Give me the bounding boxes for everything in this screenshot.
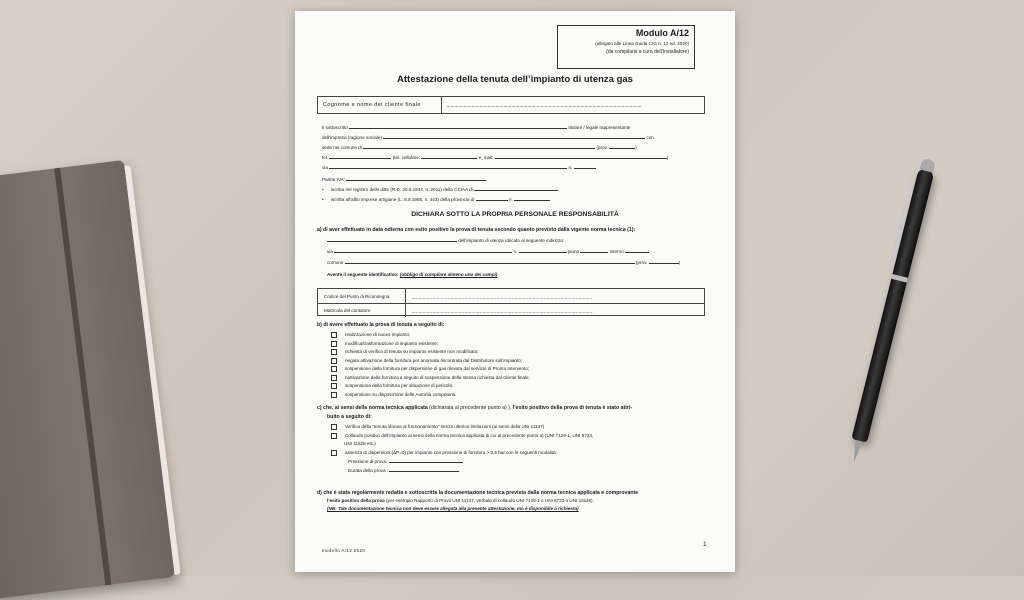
section-d-line2-normal: (per esempio Rapporto di Prova UNI 11137, Verbale di collaudo UNI 7129-1 o UNI 8723 o UNI 11528). (384, 498, 594, 503)
section-b-checkbox-8[interactable]: sospensione su disposizione delle Autorità competenti. (331, 392, 456, 398)
matricola-field[interactable]: ___________________________________________________ (412, 308, 594, 313)
notebook (0, 160, 175, 600)
comune-label: comune (327, 260, 344, 265)
address-via-field[interactable] (334, 249, 512, 253)
address-row (327, 249, 649, 254)
modulo-box (557, 25, 695, 69)
cellulare-label: (tel. cellulare: (392, 155, 421, 160)
comune-field[interactable] (345, 260, 635, 264)
impresa-label: dell’impresa (ragione sociale) (322, 135, 382, 140)
impianto-row (327, 238, 564, 243)
address-piano-field[interactable] (580, 249, 608, 253)
section-c-item2-cont: UNI 11528 etc.) (344, 441, 376, 446)
section-d-line2 (327, 498, 594, 503)
matricola-row (318, 304, 704, 317)
section-b-checkbox-3[interactable]: richiesta di verifica di tenuta su impianto esistente non modificato; (331, 349, 479, 355)
pen-cap (920, 158, 936, 173)
identificativo-box (317, 288, 705, 316)
cliente-field[interactable]: ________________________________________________ (447, 102, 642, 108)
pen-tip (850, 440, 863, 463)
tel-field[interactable] (329, 155, 391, 159)
notebook-elastic-band (54, 168, 111, 586)
modulo-title: Modulo A/12 (635, 28, 689, 38)
section-c-checkbox-2[interactable]: Collaudo positivo dell’impianto ai sensi della norma tecnica applicata di cui al precedente punto a) (UNI 7129-1, UNI 8723, (331, 433, 593, 439)
section-c-checkbox-3[interactable]: assenza di dispersioni (ΔP=0) per impianto con pressione di fornitura > 0,5 bar con le seguenti modalità: (331, 450, 557, 456)
avente-note: (obbligo di compilare almeno uno dei campi) (399, 272, 498, 277)
address-n-field[interactable] (519, 249, 567, 253)
via-n-label: n. (568, 165, 573, 170)
codice-row (318, 289, 704, 304)
impresa-row (322, 135, 654, 140)
modulo-compilare: (da compilarsi a cura dell’Installatore) (606, 49, 689, 55)
section-d-nb: (NB: Tale documentazione tecnica non deve essere allegata alla presente attestazione, ma è disponibile a richiesta) (327, 506, 579, 511)
pen-clip (888, 183, 914, 271)
address-interno-field[interactable] (625, 249, 649, 253)
durata-row (348, 468, 459, 473)
sottoscritto-field[interactable] (349, 125, 567, 129)
durata-field[interactable] (389, 468, 459, 472)
via-field[interactable] (329, 165, 567, 169)
modulo-allegato: (allegato alle Linea Guida CIG n. 12 ed. 2020) (595, 41, 689, 46)
section-a-heading: a) di aver effettuato in data odierna con esito positivo la prova di tenuta secondo quanto previsto dalla vigente norma tecnica (1): (317, 227, 636, 233)
email-label: e_mail: (478, 155, 494, 160)
codice-label: Codice del Punto di Riconsegna (318, 289, 406, 303)
avente-label: Avente il seguente identificativo: (327, 272, 399, 277)
section-b-checkbox-4[interactable]: negata attivazione della fornitura per anomalia riscontrata dal Distributore sull’impianto; (331, 358, 522, 364)
comune-prov-label: (prov. (635, 260, 648, 265)
sede-label: sede nel comune di (322, 145, 362, 150)
section-b-checkbox-5[interactable]: sospensione della fornitura per dispersione di gas rilevata dal servizio di Pronto Intervento; (331, 366, 529, 372)
section-c-heading-line2: buito a seguito di: (327, 414, 372, 420)
section-c-checkbox-1[interactable]: Verifica della “tenuta idonea al funzionamento” senza ulteriori limitazioni (ai sensi della UNI 11137) (331, 424, 544, 430)
pressione-label: Pressione di prova: (348, 459, 388, 464)
footer-modello: modello A/12 2020 (322, 548, 366, 553)
cciaa-label: iscritta nel registro delle ditte (R.D. 20.9.1934, n. 2011) della CCIAA di (330, 187, 473, 192)
document-page (295, 11, 735, 572)
comune-row: comune (prov. ) (327, 260, 681, 265)
address-via-label: via (327, 249, 333, 254)
titolare-label: titolare / legale rappresentante (568, 125, 631, 130)
artigiane-label: iscritta all’albo imprese artigiane (L. 8.8.1985, n. 443) della provincia di (330, 197, 475, 202)
artigiane-prov-field[interactable] (476, 197, 508, 201)
via-row (322, 165, 596, 170)
dichiara-heading: DICHIARA SOTTO LA PROPRIA PERSONALE RESPONSABILITÀ (411, 211, 619, 218)
sede-row: sede nel comune di (prov. ) (322, 145, 637, 150)
section-b-checkbox-7[interactable]: sospensione della fornitura per situazione di pericolo; (331, 383, 453, 389)
address-n-label: n. (513, 249, 518, 254)
avente-row (327, 272, 497, 277)
cliente-box (317, 96, 705, 114)
cliente-label: Cognome e nome del cliente finale (318, 97, 442, 113)
cciaa-row (322, 187, 558, 192)
sede-prov-field[interactable] (609, 145, 635, 149)
codice-field[interactable]: ___________________________________________________ (412, 293, 594, 299)
sede-field[interactable] (363, 145, 595, 149)
via-n-field[interactable] (574, 165, 596, 169)
pressione-row (348, 459, 463, 464)
artigiane-n-field[interactable] (514, 197, 550, 201)
section-c-heading-normal: (dichiarata al precedente punto a) ), (427, 405, 513, 411)
section-c-heading (317, 405, 632, 411)
section-b-checkbox-1[interactable]: realizzazione di nuovo impianto; (331, 332, 410, 338)
con-label: con (646, 135, 654, 140)
email-field[interactable] (495, 155, 667, 159)
address-piano-label: piano (567, 249, 580, 254)
impianto-label: dell’impianto di utenza ubicato al seguente indirizzo: (458, 238, 565, 243)
pen (851, 167, 934, 443)
pressione-field[interactable] (389, 459, 463, 463)
section-d-line1: d) che è stata regolarmente redatta e sottoscritta la documentazione tecnica prevista dalla norma tecnica applicata e comprovante (317, 490, 639, 496)
tel-row: tel. (tel. cellulare: e_mail: ) (322, 155, 669, 160)
sottoscritto-label: Il sottoscritto (322, 125, 348, 130)
artigiane-row (322, 197, 550, 202)
impresa-field[interactable] (383, 135, 645, 139)
impianto-field[interactable] (327, 238, 457, 242)
section-d-line2-bold: l’esito positivo della prova (327, 498, 385, 503)
section-b-checkbox-6[interactable]: riattivazione della fornitura a seguito di sospensione della stessa richiesta dal cliente finale; (331, 375, 530, 381)
cciaa-field[interactable] (474, 187, 558, 191)
pen-ring (891, 274, 908, 283)
tel-label: tel. (322, 155, 329, 160)
address-interno-label: interno (609, 249, 624, 254)
section-c-heading-bold1: c) che, ai sensi della norma tecnica applicata (317, 405, 428, 411)
section-b-checkbox-2[interactable]: modifica/trasformazione di impianto esistente; (331, 341, 438, 347)
page-number: 1 (703, 541, 707, 548)
artigiane-n-label: n. (508, 197, 513, 202)
matricola-label: Matricola del contatore (318, 304, 406, 317)
via-label: via (322, 165, 328, 170)
cellulare-field[interactable] (421, 155, 477, 159)
piva-label: Partita IVA: (322, 177, 345, 182)
section-c-heading-bold2: l’esito positivo della prova di tenuta è stato attri- (512, 405, 633, 411)
document-title: Attestazione della tenuta dell’impianto di utenza gas (397, 74, 633, 85)
piva-field[interactable] (346, 177, 486, 181)
notebook-page-edge (124, 165, 180, 574)
piva-row (322, 177, 486, 182)
sottoscritto-row (322, 125, 630, 130)
comune-prov-field[interactable] (649, 260, 679, 264)
durata-label: Durata della prova : (348, 468, 389, 473)
section-b-heading: b) di avere effettuato la prova di tenuta a seguito di: (317, 322, 445, 328)
sede-prov-label: (prov. (596, 145, 608, 150)
